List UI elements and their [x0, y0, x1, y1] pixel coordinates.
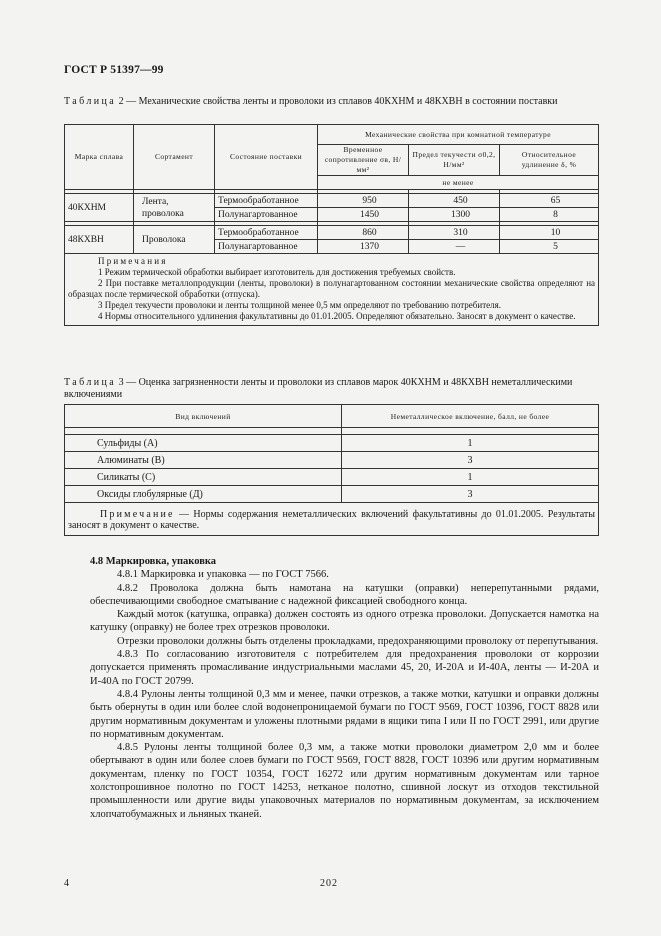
table-row	[65, 486, 599, 503]
grade-cell: 40КХНМ	[65, 194, 134, 222]
paragraph: Отрезки проволоки должны быть отделены прокладками, предохраняющими проволоку от перепутывания.	[117, 635, 599, 647]
note-item: 1 Режим термической обработки выбирает изготовитель для достижения требуемых свойств.	[98, 267, 456, 277]
page-code: 202	[320, 878, 338, 889]
elongation-cell: 5	[500, 240, 599, 254]
paragraph: 4.8.4 Рулоны ленты толщиной 0,3 мм и менее, пачки отрезков, а также мотки, катушки и оправки должны быть обернуты в один или более слой водонепроницаемой бумаги по ГОСТ 9569, ГОСТ 10396, ГОСТ 8828 или другим нормативным документам и уложены плотными рядами в ящики типа I или II по ГОСТ 2991, или другие по нормативным документам.	[90, 688, 599, 740]
yield-cell: 310	[409, 226, 500, 240]
paragraph: 4.8.2 Проволока должна быть намотана на катушки (оправки) неперепутанными рядами, обеспечивающими свободное сматывание с надежной фиксацией свободного конца.	[90, 582, 599, 607]
note-item: 3 Предел текучести проволоки и ленты толщиной менее 0,5 мм определяют по требованию потребителя.	[98, 300, 502, 310]
table-row	[65, 469, 599, 486]
yield-cell: 1300	[409, 208, 500, 222]
strength-cell: 950	[318, 194, 409, 208]
inclusion-score-cell: 1	[342, 435, 599, 452]
assortment-cell: Проволока	[134, 226, 215, 254]
state-cell: Термообработанное	[215, 194, 318, 208]
paragraph: 4.8.3 По согласованию изготовителя с потребителем для предохранения проволоки от коррозии допускается применять промасливание индустриальными маслами 45, 20, И-20А и И-40А, ленты — И-20А и И-40А по ГОСТ 20799.	[90, 649, 599, 687]
grade-cell: 48КХВН	[65, 226, 134, 254]
table3-note: Примечание — Нормы содержания неметаллических включений факультативны до 01.01.2005. Результаты заносят в документ о качестве.	[65, 503, 599, 536]
inclusion-kind-cell: Сульфиды (А)	[65, 435, 342, 452]
col-grade: Марка сплава	[65, 125, 134, 190]
paragraph: Каждый моток (катушка, оправка) должен состоять из одного отрезка проволоки. Допускается намотка на катушку (оправку) не более трех отрезков проволоки.	[90, 609, 599, 634]
col-yield: Предел текучести σ0,2, Н/мм²	[409, 145, 500, 176]
note-item: 4 Нормы относительного удлинения факультативны до 01.01.2005. Определяют обязательно. Заносят в документ о качестве.	[98, 311, 576, 321]
inclusion-score-cell: 1	[342, 469, 599, 486]
table-mechanical-properties	[64, 124, 599, 326]
col-strength: Временное сопротивление σв, Н/мм²	[318, 145, 409, 176]
table3-caption: Таблица 3 — Оценка загрязненности ленты и проволоки из сплавов марок 40КХНМ и 48КХВН неметаллическими включениями	[64, 377, 573, 400]
table2-notes	[65, 254, 599, 326]
table-row	[65, 452, 599, 469]
elongation-cell: 8	[500, 208, 599, 222]
table-row	[65, 194, 599, 208]
elongation-cell: 10	[500, 226, 599, 240]
notes-title: Примечания	[98, 256, 168, 266]
section-title: 4.8 Маркировка, упаковка	[90, 556, 216, 567]
inclusion-kind-cell: Оксиды глобулярные (Д)	[65, 486, 342, 503]
inclusion-kind-cell: Алюминаты (В)	[65, 452, 342, 469]
note-item: 2 При поставке металлопродукции (ленты, проволоки) в полунагартованном состоянии механические свойства определяют на образцах после термической обработки (отпуска).	[68, 278, 595, 299]
state-cell: Полунагартованное	[215, 240, 318, 254]
state-cell: Полунагартованное	[215, 208, 318, 222]
page-number: 4	[64, 878, 69, 889]
col-inclusion-score: Неметаллическое включение, балл, не более	[342, 405, 599, 428]
state-cell: Термообработанное	[215, 226, 318, 240]
table-inclusions	[64, 404, 599, 536]
assortment-cell: Лента, проволока	[134, 194, 215, 222]
standard-header: ГОСТ Р 51397—99	[64, 64, 164, 76]
strength-cell: 860	[318, 226, 409, 240]
col-state: Состояние поставки	[215, 125, 318, 190]
strength-cell: 1370	[318, 240, 409, 254]
inclusion-kind-cell: Силикаты (С)	[65, 469, 342, 486]
yield-cell: —	[409, 240, 500, 254]
table2-caption: Таблица 2 — Механические свойства ленты и проволоки из сплавов 40КХНМ и 48КХВН в состоянии поставки	[64, 96, 558, 107]
section-body	[90, 555, 599, 821]
col-group-mechanical: Механические свойства при комнатной температуре	[318, 125, 599, 145]
strength-cell: 1450	[318, 208, 409, 222]
col-assortment: Сортамент	[134, 125, 215, 190]
inclusion-score-cell: 3	[342, 452, 599, 469]
yield-cell: 450	[409, 194, 500, 208]
elongation-cell: 65	[500, 194, 599, 208]
col-inclusion-kind: Вид включений	[65, 405, 342, 428]
inclusion-score-cell: 3	[342, 486, 599, 503]
paragraph: 4.8.1 Маркировка и упаковка — по ГОСТ 7566.	[117, 569, 329, 581]
table-row	[65, 226, 599, 240]
not-less-label: не менее	[318, 176, 599, 190]
table-row	[65, 435, 599, 452]
paragraph: 4.8.5 Рулоны ленты толщиной более 0,3 мм, а также мотки проволоки диаметром 2,0 мм и более обертывают в один или более слоев бумаги по ГОСТ 9569, ГОСТ 8828, ГОСТ 10396 или другим нормативным документам, пленку по ГОСТ 10354, ГОСТ 16272 или другим нормативным документам или тарное холстопрошивное полотно по ГОСТ 14253, нетканое полотно, сшивной лоскут из отходов текстильной промышленности или другие виды упаковочных материалов по нормативным документам, за исключением хлопчатобумажных и льняных тканей.	[90, 742, 599, 820]
col-elongation: Относительное удлинение δ, %	[500, 145, 599, 176]
